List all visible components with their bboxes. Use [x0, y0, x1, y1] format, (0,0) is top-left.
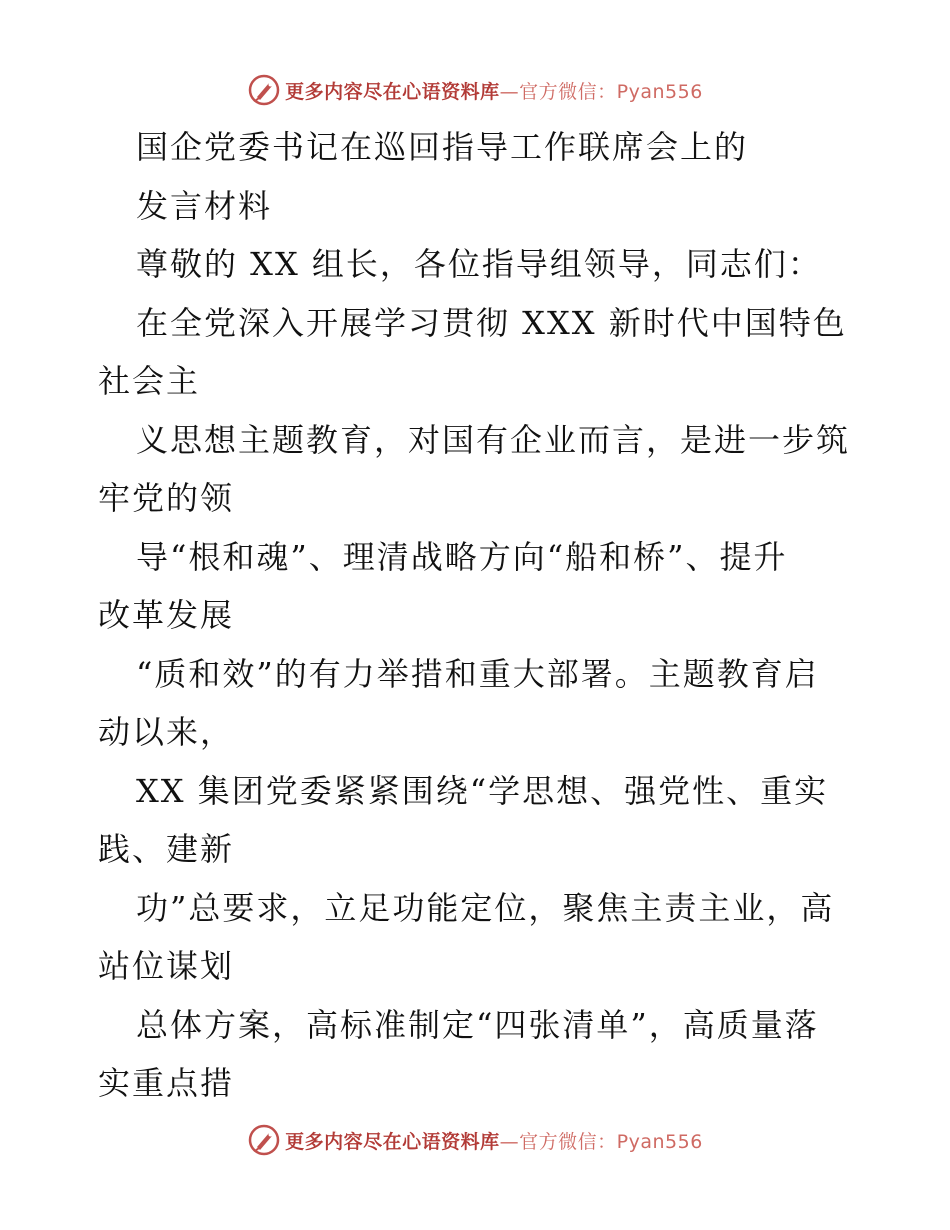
- doc-title-line-1: 国企党委书记在巡回指导工作联席会上的: [136, 128, 749, 166]
- pen-nib-logo-icon: [247, 1123, 281, 1157]
- doc-line: 动以来，: [98, 713, 235, 751]
- doc-line: 践、建新: [98, 830, 235, 868]
- doc-line: 实重点措: [98, 1064, 235, 1102]
- doc-salutation: 尊敬的 XX 组长，各位指导组领导，同志们：: [136, 245, 822, 283]
- footer-banner: [0, 1120, 950, 1160]
- doc-line: 牢党的领: [98, 479, 235, 517]
- doc-line: 导“根和魂”、理清战略方向“船和桥”、提升: [136, 537, 788, 576]
- footer-banner-title: 更多内容尽在心语资料库: [285, 1130, 500, 1153]
- document-body: [98, 118, 878, 1113]
- pen-nib-logo-icon: [247, 73, 281, 107]
- header-banner-separator: —: [499, 80, 520, 103]
- doc-line: 在全党深入开展学习贯彻 XXX 新时代中国特色: [136, 303, 847, 342]
- doc-line: “质和效”的有力举措和重大部署。主题教育启: [136, 654, 819, 693]
- header-banner-contact: 官方微信：Pyan556: [519, 80, 703, 103]
- doc-line: 站位谋划: [98, 947, 235, 985]
- footer-banner-contact: 官方微信：Pyan556: [519, 1130, 703, 1153]
- header-banner-title: 更多内容尽在心语资料库: [285, 80, 500, 103]
- footer-banner-separator: —: [499, 1130, 520, 1153]
- doc-line: 改革发展: [98, 596, 235, 634]
- doc-line: 功”总要求，立足功能定位，聚焦主责主业，高: [136, 888, 835, 927]
- doc-line: 总体方案，高标准制定“四张清单”，高质量落: [136, 1005, 819, 1044]
- header-banner-text: [285, 77, 703, 104]
- doc-line: XX 集团党委紧紧围绕“学思想、强党性、重实: [136, 771, 829, 810]
- header-banner: [0, 70, 950, 110]
- doc-line: 义思想主题教育，对国有企业而言，是进一步筑: [136, 420, 851, 459]
- doc-title-line-2: 发言材料: [136, 186, 273, 225]
- doc-line: 社会主: [98, 362, 201, 400]
- footer-banner-text: [285, 1127, 703, 1154]
